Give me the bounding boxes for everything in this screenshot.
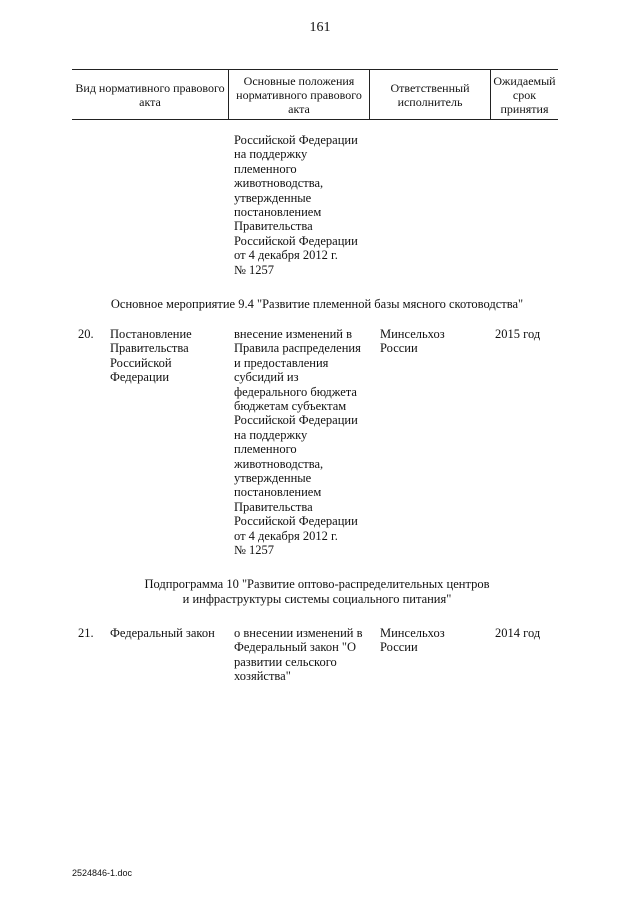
header-deadline: Ожидаемый срок принятия [490, 70, 558, 119]
page-number: 161 [309, 20, 331, 35]
row-act-type: Постановление Правительства Российской Федерации [110, 327, 192, 385]
row-provisions: о внесении изменений в Федеральный закон "О развитии сельского хозяйства" [234, 626, 363, 684]
row-executor: Минсельхоз России [380, 327, 445, 356]
footer-doc-code: 2524846-1.doc [72, 868, 133, 878]
header-executor: Ответственный исполнитель [369, 70, 490, 119]
header-main-provisions: Основные положения нормативного правового акта [228, 70, 369, 119]
section-title-9-4: Основное мероприятие 9.4 "Развитие племенной базы мясного скотоводства" [110, 297, 524, 311]
row-number: 21. [78, 626, 94, 640]
table-header [72, 69, 558, 120]
row-executor: Минсельхоз России [380, 626, 445, 655]
row-provisions: внесение изменений в Правила распределения и предоставления субсидий из федерального бюджета бюджетам субъектам Российской Федерации на поддержку племенного животноводства, утвержденные постановлением Правительства Российской Федерации от 4 декабря 2012 г. № 1257 [234, 327, 361, 558]
row-deadline: 2015 год [495, 327, 541, 341]
row-deadline: 2014 год [495, 626, 541, 640]
row-act-type: Федеральный закон [110, 626, 215, 640]
subprogram-title-10: Подпрограмма 10 "Развитие оптово-распределительных центров и инфраструктуры системы социального питания" [144, 577, 490, 606]
row-number: 20. [78, 327, 94, 341]
continued-provisions-text: Российской Федерации на поддержку племенного животноводства, утвержденные постановлением Правительства Российской Федерации от 4 декабря 2012 г. № 1257 [234, 133, 358, 277]
header-act-type: Вид нормативного правового акта [75, 80, 225, 109]
